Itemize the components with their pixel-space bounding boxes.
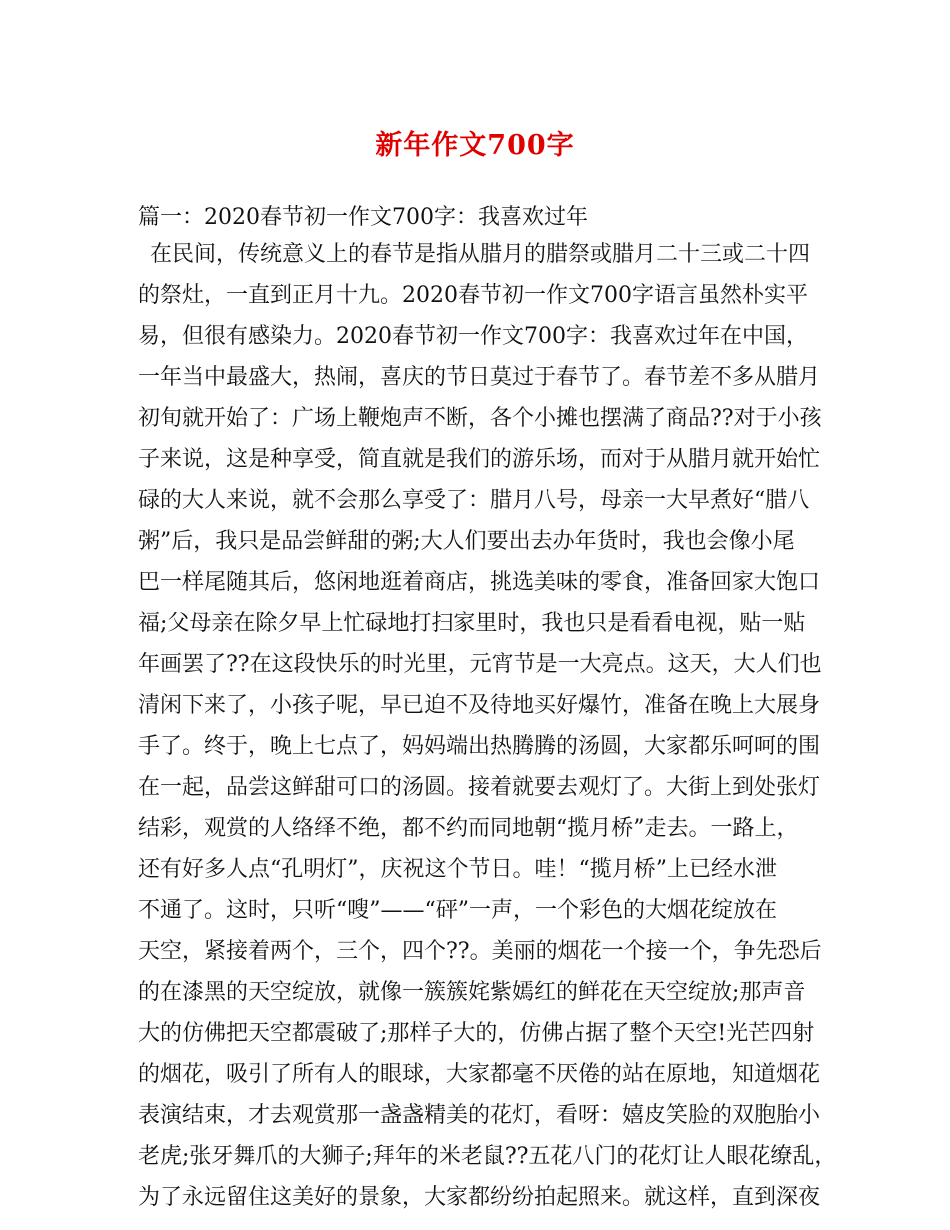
document-title: 新年作文700字 <box>375 130 575 161</box>
paragraph-line: 清闲下来了，小孩子呢，早已迫不及待地买好爆竹，准备在晚上大展身 <box>138 693 821 718</box>
paragraph-line: 老虎;张牙舞爪的大狮子;拜年的米老鼠??五花八门的花灯让人眼花缭乱， <box>138 1144 837 1169</box>
paragraph-line: 粥”后，我只是品尝鲜甜的粥;大人们要出去办年货时，我也会像小尾 <box>138 529 795 554</box>
section-heading: 篇一：2020春节初一作文700字：我喜欢过年 <box>138 205 588 230</box>
paragraph-line: 大的仿佛把天空都震破了;那样子大的，仿佛占据了整个天空!光芒四射 <box>138 1021 815 1046</box>
paragraph-line: 表演结束，才去观赏那一盏盏精美的花灯，看呀：嬉皮笑脸的双胞胎小 <box>138 1103 821 1128</box>
paragraph-line: 一年当中最盛大，热闹，喜庆的节日莫过于春节了。春节差不多从腊月 <box>138 365 821 390</box>
paragraph-line: 福;父母亲在除夕早上忙碌地打扫家里时，我也只是看看电视，贴一贴 <box>138 611 806 636</box>
paragraph-line: 年画罢了??在这段快乐的时光里，元宵节是一大亮点。这天，大人们也 <box>138 652 822 677</box>
paragraph-line: 天空，紧接着两个，三个，四个??。美丽的烟花一个接一个，争先恐后 <box>138 939 822 964</box>
paragraph-line: 的在漆黑的天空绽放，就像一簇簇姹紫嫣红的鲜花在天空绽放;那声音 <box>138 980 806 1005</box>
paragraph-line: 结彩，观赏的人络绎不绝，都不约而同地朝“揽月桥”走去。一路上， <box>138 816 799 841</box>
paragraph-line: 初旬就开始了：广场上鞭炮声不断，各个小摊也摆满了商品??对于小孩 <box>138 406 822 431</box>
paragraph-line: 手了。终于，晚上七点了，妈妈端出热腾腾的汤圆，大家都乐呵呵的围 <box>138 734 821 759</box>
document-body <box>138 202 837 1218</box>
paragraph-line: 还有好多人点“孔明灯”，庆祝这个节日。哇！“揽月桥”上已经水泄 <box>138 857 777 882</box>
paragraph-line: 在一起，品尝这鲜甜可口的汤圆。接着就要去观灯了。大街上到处张灯 <box>138 775 821 800</box>
paragraph-line: 的烟花，吸引了所有人的眼球，大家都毫不厌倦的站在原地，知道烟花 <box>138 1062 821 1087</box>
paragraph-line: 不通了。这时，只听“嗖”——“砰”一声，一个彩色的大烟花绽放在 <box>138 898 777 923</box>
paragraph-line: 碌的大人来说，就不会那么享受了：腊月八号，母亲一大早煮好“腊八 <box>138 488 810 513</box>
paragraph-line: 巴一样尾随其后，悠闲地逛着商店，挑选美味的零食，准备回家大饱口 <box>138 570 821 595</box>
paragraph-line: 在民间，传统意义上的春节是指从腊月的腊祭或腊月二十三或二十四 <box>150 242 811 267</box>
paragraph-line: 易，但很有感染力。2020春节初一作文700字：我喜欢过年在中国， <box>138 324 808 349</box>
paragraph-line: 的祭灶，一直到正月十九。2020春节初一作文700字语言虽然朴实平 <box>138 283 808 308</box>
paragraph-line: 子来说，这是种享受，简直就是我们的游乐场，而对于从腊月就开始忙 <box>138 447 821 472</box>
paragraph-line: 为了永远留住这美好的景象，大家都纷纷拍起照来。就这样，直到深夜 <box>138 1185 821 1210</box>
